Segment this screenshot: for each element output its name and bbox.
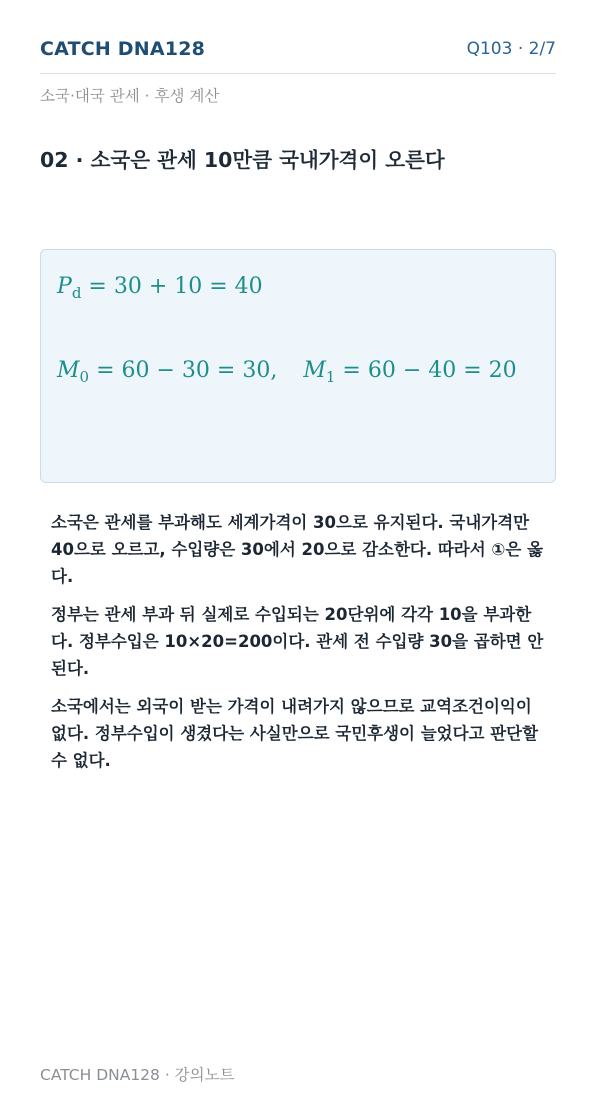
- eq2-right-expression: = 60 − 40 = 20: [335, 358, 517, 383]
- paragraph-small-country: 소국은 관세를 부과해도 세계가격이 30으로 유지된다. 국내가격만 40으로 오르고, 수입량은 30에서 20으로 감소한다. 따라서 ①은 옳다.: [51, 513, 544, 586]
- breadcrumb: 소국·대국 관세 · 후생 계산: [40, 87, 220, 105]
- page-footer: CATCH DNA128 · 강의노트: [40, 1066, 235, 1084]
- paragraph-government-revenue: 정부는 관세 부과 뒤 실제로 수입되는 20단위에 각각 10을 부과한다. 정부수입은 10×20=200이다. 관세 전 수입량 30을 곱하면 안 된다.: [51, 605, 544, 678]
- header-divider: [40, 73, 556, 74]
- eq1-expression: = 30 + 10 = 40: [81, 274, 263, 299]
- equation-import-quantity: [57, 358, 517, 386]
- eq2-right-subscript: 1: [325, 368, 336, 386]
- question-counter: Q103 · 2/7: [466, 39, 556, 59]
- eq2-left-subscript: 0: [79, 368, 90, 386]
- section-title: 02 · 소국은 관세 10만큼 국내가격이 오른다: [40, 148, 445, 172]
- brand-title: CATCH DNA128: [40, 38, 206, 60]
- page-header: [40, 36, 556, 66]
- equation-domestic-price: [57, 274, 263, 302]
- eq2-left-expression: = 60 − 30 = 30,: [89, 358, 278, 383]
- math-box: [40, 249, 556, 483]
- eq2-right-symbol: M: [303, 358, 326, 383]
- eq2-left-symbol: M: [57, 358, 80, 383]
- eq1-subscript: d: [71, 284, 82, 302]
- paragraph-terms-of-trade: 소국에서는 외국이 받는 가격이 내려가지 않으므로 교역조건이익이 없다. 정부수입이 생겼다는 사실만으로 국민후생이 늘었다고 판단할 수 없다.: [51, 697, 539, 770]
- eq1-symbol: P: [57, 274, 72, 299]
